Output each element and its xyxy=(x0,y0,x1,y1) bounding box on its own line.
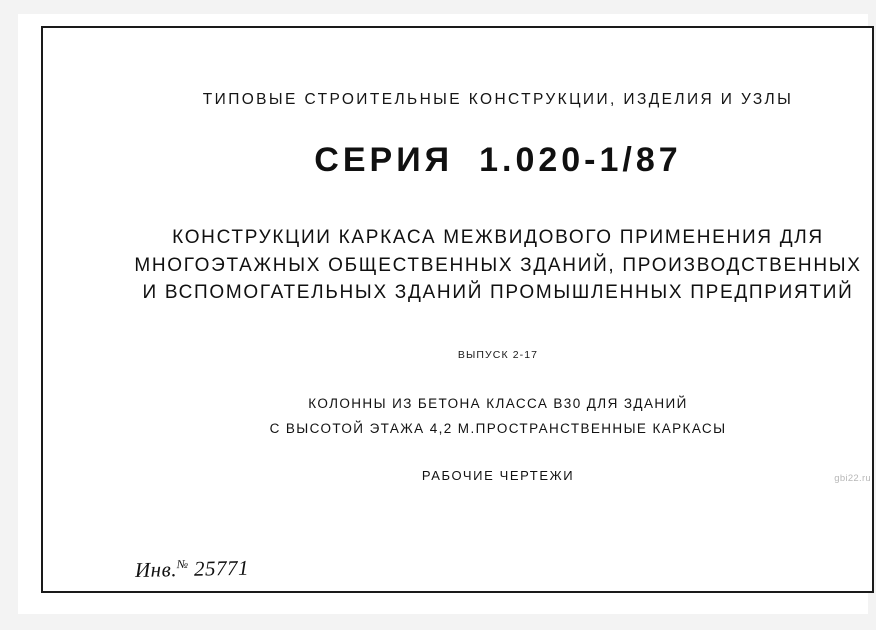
site-watermark: gbi22.ru xyxy=(834,473,871,484)
inventory-number-value: 25771 xyxy=(193,555,250,581)
document-subtitle-block xyxy=(103,396,876,438)
title-line: МНОГОЭТАЖНЫХ ОБЩЕСТВЕННЫХ ЗДАНИЙ, ПРОИЗВОДСТВЕННЫХ xyxy=(134,254,862,276)
inventory-prefix: Инв. xyxy=(134,557,178,582)
scan-edge-top xyxy=(0,0,876,14)
series-label: СЕРИЯ xyxy=(314,141,454,180)
series-number-line xyxy=(103,139,876,182)
issue-number-label: ВЫПУСК 2-17 xyxy=(457,349,539,362)
scan-edge-bottom xyxy=(0,614,876,630)
document-kind-label: РАБОЧИЕ ЧЕРТЕЖИ xyxy=(421,468,575,483)
inventory-number-handwritten xyxy=(135,556,250,583)
document-title-block xyxy=(103,226,876,305)
series-number-value: 1.020-1/87 xyxy=(479,141,682,180)
sheet-border-frame xyxy=(41,26,874,593)
title-page-content xyxy=(103,68,876,608)
subtitle-line: КОЛОННЫ ИЗ БЕТОНА КЛАССА В30 ДЛЯ ЗДАНИЙ xyxy=(308,396,688,412)
subtitle-line: С ВЫСОТОЙ ЭТАЖА 4,2 М.ПРОСТРАНСТВЕННЫЕ КАРКАСЫ xyxy=(269,421,727,437)
title-line: И ВСПОМОГАТЕЛЬНЫХ ЗДАНИЙ ПРОМЫШЛЕННЫХ ПРЕДПРИЯТИЙ xyxy=(142,282,854,304)
scan-edge-left xyxy=(0,0,18,630)
title-line: КОНСТРУКЦИИ КАРКАСА МЕЖВИДОВОГО ПРИМЕНЕНИЯ ДЛЯ xyxy=(172,226,824,248)
series-subject-heading: ТИПОВЫЕ СТРОИТЕЛЬНЫЕ КОНСТРУКЦИИ, ИЗДЕЛИЯ И УЗЛЫ xyxy=(202,91,794,108)
inventory-number-sign: № xyxy=(176,556,189,572)
